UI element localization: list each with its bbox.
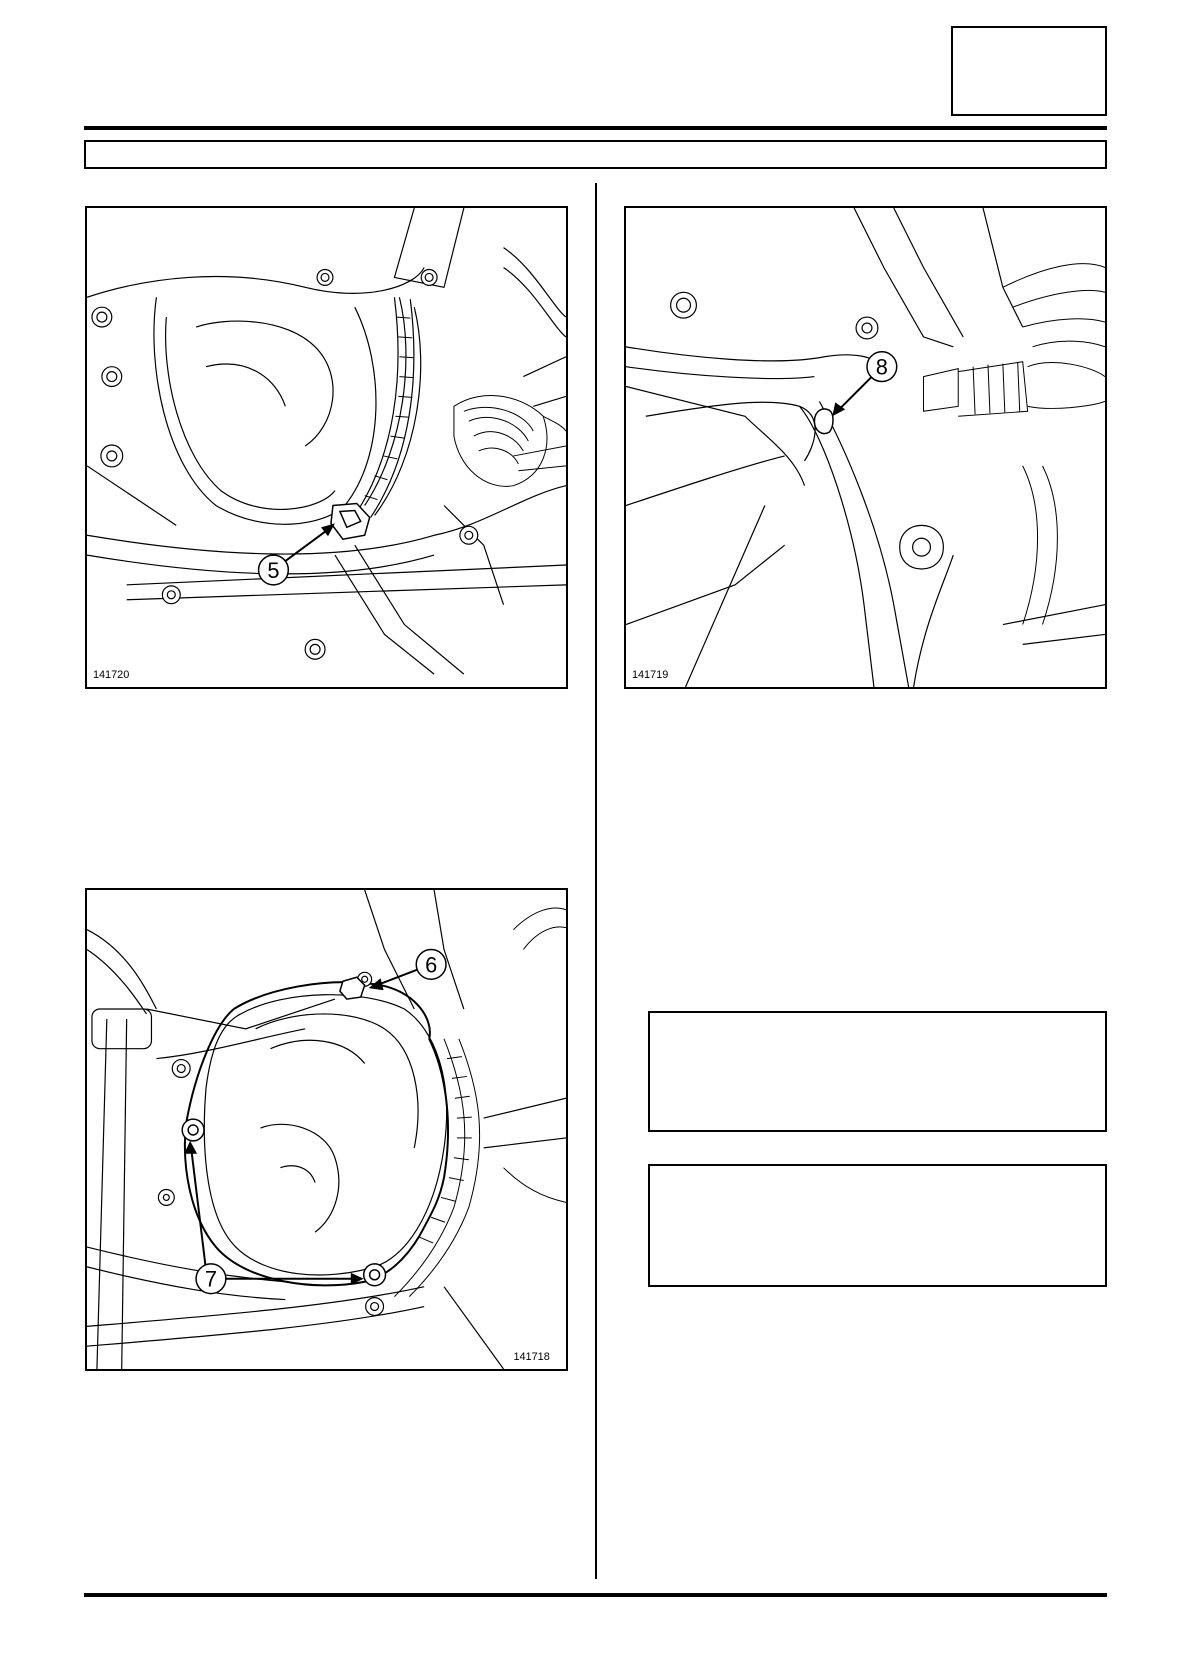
callout-label: 5: [267, 557, 280, 583]
title-bar: [84, 140, 1107, 169]
figure-141718: [85, 888, 568, 1371]
page-section-box: [951, 26, 1107, 116]
note-box: [648, 1011, 1107, 1132]
note-box: [648, 1164, 1107, 1287]
illustration-gearbox-speed-sensor: [87, 208, 566, 687]
figure-141719: [624, 206, 1107, 689]
figure-number: 141720: [92, 669, 130, 682]
illustration-gearbox-mounting-bolts: [87, 890, 566, 1369]
figure-number: 141719: [631, 669, 669, 682]
figure-141720: [85, 206, 568, 689]
column-divider: [595, 183, 597, 1579]
illustration-gearbox-connector: [626, 208, 1105, 687]
header-rule: [84, 126, 1107, 130]
footer-rule: [84, 1593, 1107, 1597]
callout-label: 7: [204, 1266, 218, 1292]
callout-label: 8: [875, 354, 888, 380]
figure-number: 141718: [513, 1351, 550, 1364]
callout-label: 6: [425, 952, 438, 978]
